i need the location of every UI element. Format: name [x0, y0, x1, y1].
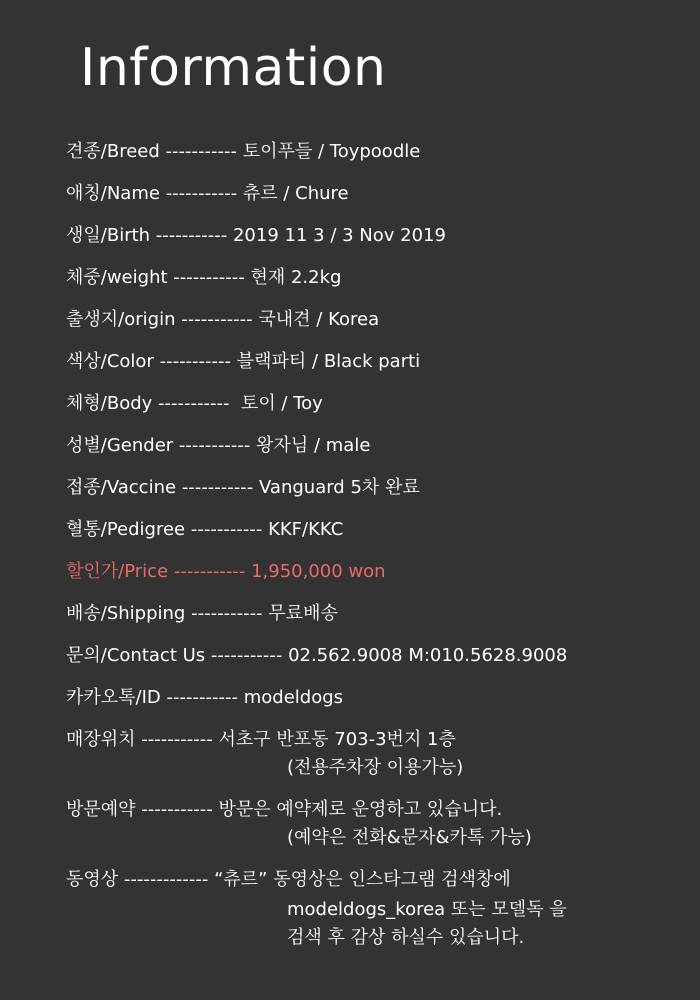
row-value: 02.562.9008 M:010.5628.9008	[288, 645, 568, 666]
row-value: 츄르 / Chure	[242, 183, 349, 204]
info-row-shipping	[66, 600, 338, 628]
row-label: 생일/Birth	[66, 225, 151, 246]
row-label: 견종/Breed	[66, 141, 160, 162]
info-row-name	[66, 180, 349, 208]
row-dash: -----------	[173, 267, 245, 288]
row-value: 1,950,000 won	[251, 561, 386, 582]
row-dash: -----------	[155, 225, 228, 246]
row-dash: -----------	[141, 799, 213, 820]
row-dash: -------------	[123, 869, 209, 890]
row-value: 왕자님 / male	[256, 435, 371, 456]
row-value: 무료배송	[268, 603, 338, 624]
row-label: 애칭/Name	[66, 183, 160, 204]
info-row-reservation	[66, 796, 502, 824]
row-label: 접종/Vaccine	[66, 477, 177, 498]
row-label: 동영상	[66, 869, 119, 890]
row-value: 방문은 예약제로 운영하고 있습니다.	[218, 799, 503, 820]
row-value: modeldogs	[243, 687, 344, 708]
row-dash: -----------	[166, 687, 238, 708]
info-row-origin	[66, 306, 379, 334]
info-row-weight	[66, 264, 341, 292]
row-dash: -----------	[141, 729, 213, 750]
row-dash: -----------	[190, 519, 263, 540]
info-row-gender	[66, 432, 370, 460]
row-value: Vanguard 5차 완료	[259, 477, 420, 498]
info-row-contact	[66, 642, 567, 670]
row-value: 토이푸들 / Toypoodle	[242, 141, 421, 162]
row-dash: -----------	[210, 645, 283, 666]
row-label: 체형/Body	[66, 393, 153, 414]
info-row-body	[66, 390, 323, 418]
row-label: 할인가/Price	[66, 561, 169, 582]
info-row-location	[66, 726, 456, 754]
row-value: 토이 / Toy	[235, 393, 323, 414]
info-row-price	[66, 558, 386, 586]
row-value: 2019 11 3 / 3 Nov 2019	[232, 225, 446, 246]
row-label: 카카오톡/ID	[66, 687, 161, 708]
reservation-note: (예약은 전화&문자&카톡 가능)	[287, 827, 532, 848]
row-value: 블랙파티 / Black parti	[236, 351, 421, 372]
row-value: KKF/KKC	[268, 519, 344, 540]
info-row-birth	[66, 222, 446, 250]
row-dash: -----------	[191, 603, 263, 624]
info-row-vaccine	[66, 474, 420, 502]
row-label: 혈통/Pedigree	[66, 519, 186, 540]
row-dash: -----------	[165, 183, 238, 204]
row-dash: -----------	[159, 351, 232, 372]
row-label: 매장위치	[66, 729, 136, 750]
info-row-pedigree	[66, 516, 343, 544]
row-dash: -----------	[158, 393, 230, 414]
row-label: 문의/Contact Us	[66, 645, 206, 666]
row-value: 현재 2.2kg	[250, 267, 342, 288]
row-label: 방문예약	[66, 799, 136, 820]
row-value: “츄르” 동영상은 인스타그램 검색창에	[214, 869, 511, 890]
video-note-line-2: 검색 후 감상 하실수 있습니다.	[287, 927, 525, 948]
row-dash: -----------	[173, 561, 246, 582]
page-title: Information	[80, 38, 387, 98]
row-dash: -----------	[181, 477, 254, 498]
info-row-color	[66, 348, 420, 376]
row-label: 체중/weight	[66, 267, 168, 288]
info-row-kakao-id	[66, 684, 343, 712]
info-row-video	[66, 866, 511, 894]
row-value: 서초구 반포동 703-3번지 1층	[218, 729, 456, 750]
row-dash: -----------	[181, 309, 253, 330]
info-row-breed	[66, 138, 420, 166]
row-value: 국내견 / Korea	[258, 309, 380, 330]
row-dash: -----------	[165, 141, 237, 162]
row-label: 성별/Gender	[66, 435, 174, 456]
video-note-line-1: modeldogs_korea 또는 모델독 을	[287, 899, 567, 920]
row-label: 출생지/origin	[66, 309, 176, 330]
row-label: 색상/Color	[66, 351, 154, 372]
row-label: 배송/Shipping	[66, 603, 186, 624]
location-note: (전용주차장 이용가능)	[287, 757, 464, 778]
row-dash: -----------	[178, 435, 251, 456]
